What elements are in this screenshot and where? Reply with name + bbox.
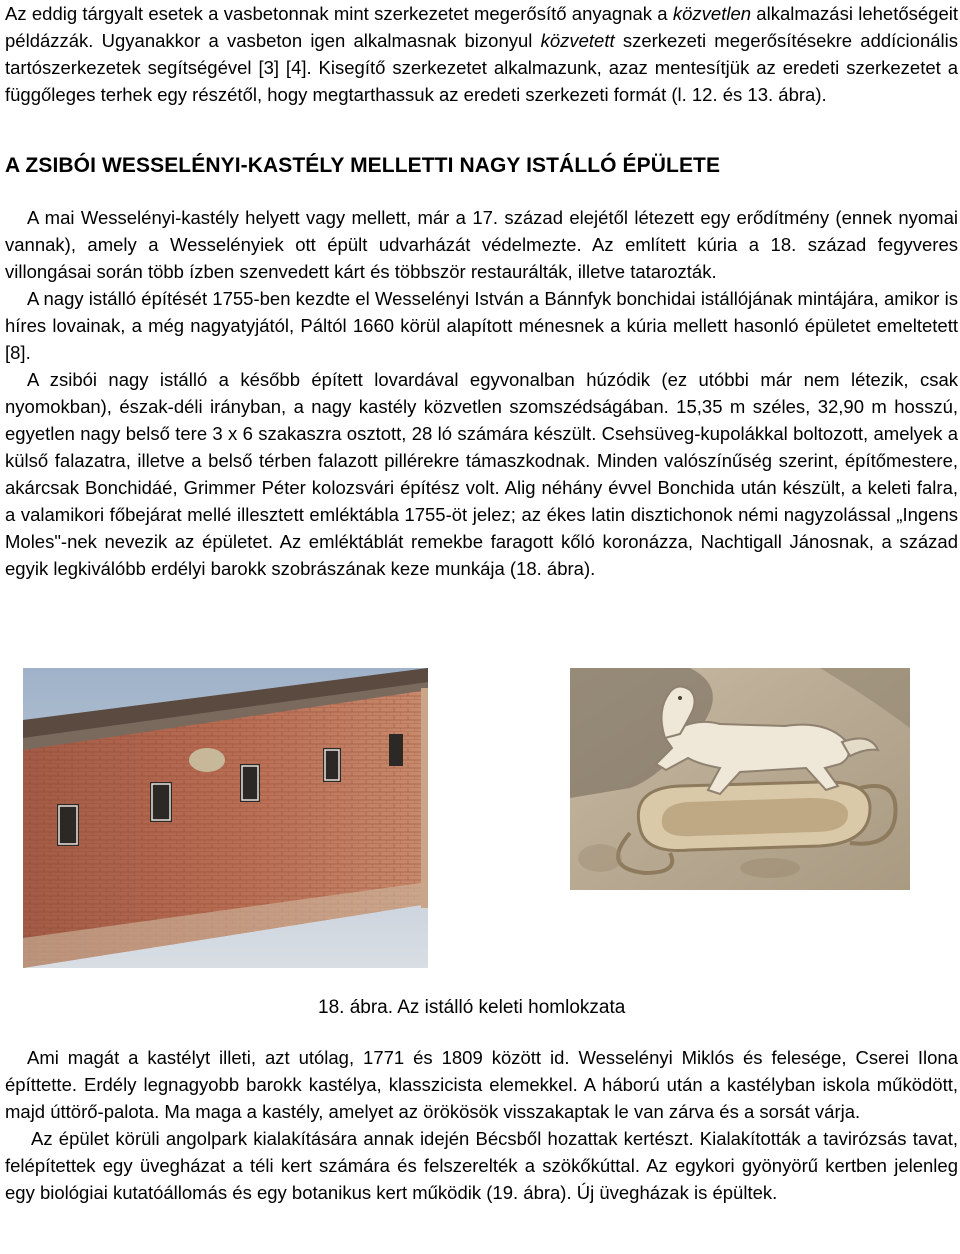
section-heading: A ZSIBÓI WESSELÉNYI-KASTÉLY MELLETTI NAGY ISTÁLLÓ ÉPÜLETE: [5, 154, 721, 177]
paragraph-3: A zsibói nagy istálló a később épített lovardával egyvonalban húzódik (ez utóbbi már nem létezik, csak nyomokban), észak-déli irányban, a nagy kastély közvetlen szomszédságában. 15,35 m széles, 32,90 m hosszú, egyetlen nagy belső tere 3 x 6 szakaszra osztott, 28 ló számára készült. Csehsüveg-kupolákkal boltozott, amelyek a külső falazatra, illetve a belső térben falazott pillérekre támaszkodnak. Minden valószínűség szerint, építőmestere, akárcsak Bonchidáé, Grimmer Péter kolozsvári építész volt. Alig néhány évvel Bonchida után készült, a keleti falra, a valamikori főbejárat mellé illesztett emléktábla 1755-öt jelez; az ékes latin disztichonok némi nagyzolással „Ingens Moles"-nek nevezik az épületet. Az emléktáblát remekbe faragott kőló koronázza, Nachtigall Jánosnak, a század egyik legkiválóbb erdélyi barokk szobrászának keze munkája (18. ábra).: [5, 369, 958, 579]
figure-caption: 18. ábra. Az istálló keleti homlokzata: [318, 997, 626, 1018]
intro-paragraph: Az eddig tárgyalt esetek a vasbetonnak mint szerkezetet megerősítő anyagnak a közvetlen alkalmazási lehetőségeit példázzák. Ugyanakkor a vasbeton igen alkalmasnak bizonyul közvetett szerkezeti megerősítésekre addícionális tartószerkezetek segítségével [3] [4]. Kisegítő szerkezetet alkalmazunk, azaz mentesítjük az eredeti szerkezetet a függőleges terhek egy részétől, hogy megtarthassuk az eredeti szerkezeti formát (l. 12. és 13. ábra).: [5, 3, 958, 105]
paragraph-5: Az épület körüli angolpark kialakítására annak idején Bécsből hozattak kertészt. Kialakították a tavirózsás tavat, felépítettek egy üvegházat a téli kert számára és felszerelték a szökőkúttal. Az egykori gyönyörű kertben jelenleg egy biológiai kutatóállomás és egy botanikus kert működik (19. ábra). Új üvegházak is épültek.: [5, 1128, 958, 1203]
paragraph-1: A mai Wesselényi-kastély helyett vagy mellett, már a 17. század elejétől létezett egy erődítmény (ennek nyomai vannak), amely a Wesselényiek ott épült udvarházát védelmezte. Az említett kúria a 18. század fegyveres villongásai során több ízben szenvedett kárt és többször restaurálták, illetve tatarozták.: [5, 207, 958, 282]
horse-relief-photo: [570, 668, 910, 890]
paragraph-4: Ami magát a kastélyt illeti, azt utólag, 1771 és 1809 között id. Wesselényi Miklós és felesége, Cserei Ilona építtette. Erdély legnagyobb barokk kastélya, klasszicista elemekkel. A háború után a kastélyban iskola működött, majd úttörő-palota. Ma maga a kastély, amelyet az örökösök visszakaptak le van zárva és a sorsát várja.: [5, 1047, 958, 1122]
paragraph-2: A nagy istálló építését 1755-ben kezdte el Wesselényi István a Bánnfyk bonchidai istállójának mintájára, amikor is híres lovainak, a még nagyatyjától, Páltól 1660 körül alapított ménesnek a kúria mellett hasonló épületet emeltetett [8].: [5, 288, 958, 363]
stable-wall-photo: [23, 668, 428, 968]
